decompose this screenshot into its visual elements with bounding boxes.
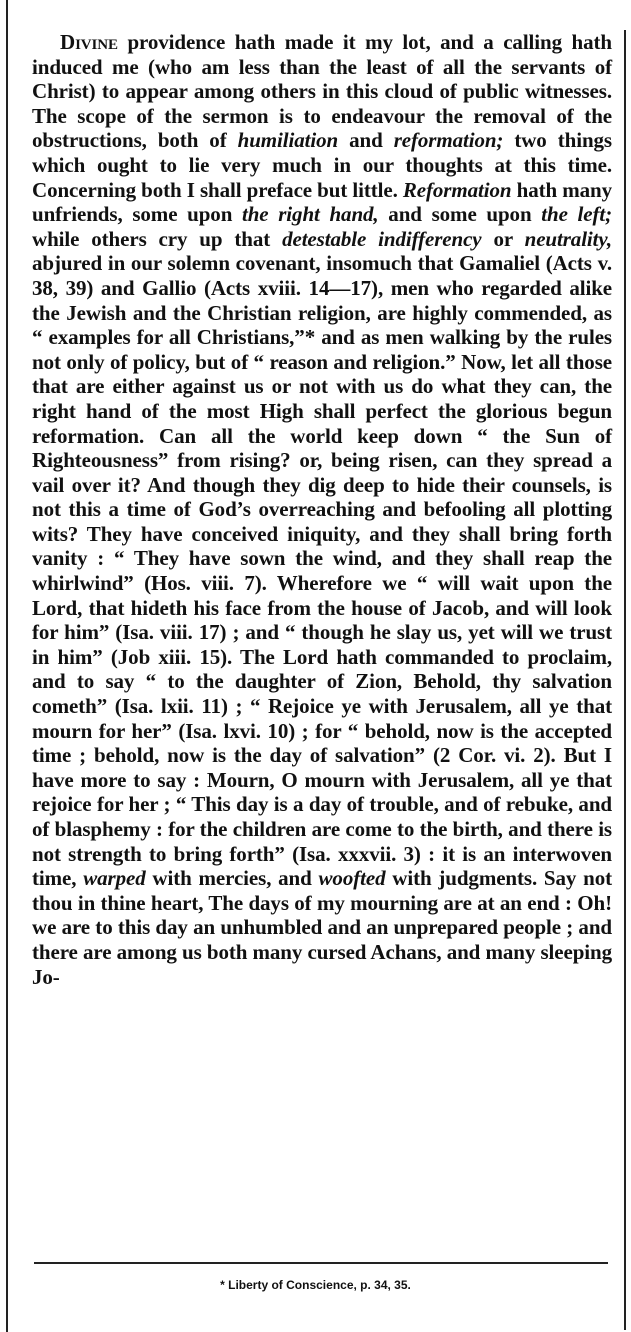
sermon-text [32,30,612,989]
footnote-divider [34,1262,608,1264]
italic-reformation: reformation; [393,128,504,153]
left-column-rule [6,0,8,1332]
right-column-rule [624,30,626,1330]
dropcap-word: Divine [60,30,118,54]
italic-right-hand: the right hand, [241,202,379,227]
body-paragraph: Divine providence hath made it my lot, and a calling hath induced me (who am less than the least of all the servants of Christ) to appear among others in this cloud of public witnesses. The scope of the sermon is to endeavour the removal of the obstructions, both of humiliation and reformation; two things which ought to lie very much in our thoughts at this time. Concerning both I shall preface but little. Reformation hath many unfriends, some upon the right hand, and some upon the left; while others cry up that detestable indifferency or neutrality, abjured in our solemn covenant, insomuch that Gamaliel (Acts v. 38, 39) and Gallio (Acts xviii. 14—17), men who regarded alike the Jewish and the Christian religion, are highly commended, as “ examples for all Christians,”* and as men walking by the rules not only of policy, but of “ reason and religion.” Now, let all those that are either against us or not with us do what they can, the right hand of the most High shall perfect the glorious begun reformation. Can all the world keep down “ the Sun of Righteousness” from rising? or, being risen, can they spread a vail over it? And though they dig deep to hide their counsels, is not this a time of God’s overreaching and befooling all plotting wits? They have conceived iniquity, and they shall bring forth vanity : “ They have sown the wind, and they shall reap the whirlwind” (Hos. viii. 7). Wherefore we “ will wait upon the Lord, that hideth his face from the house of Jacob, and will look for him” (Isa. viii. 17) ; and “ though he slay us, yet will we trust in him” (Job xiii. 15). The Lord hath commanded to proclaim, and to say “ to the daughter of Zion, Behold, thy salvation cometh” (Isa. lxii. 11) ; “ Rejoice ye with Jerusalem, all ye that mourn for her” (Isa. lxvi. 10) ; for “ behold, now is the accepted time ; behold, now is the day of salvation” (2 Cor. vi. 2). But I have more to say : Mourn, O mourn with Jerusalem, all ye that rejoice for her ; “ This day is a day of trouble, and of rebuke, and of blasphemy : for the children are come to the birth, and there is not strength to bring forth” (Isa. xxxvii. 3) : it is an interwoven time, warped with mercies, and woofted with judgments. Say not thou in thine heart, The days of my mourning are at an end : Oh! we are to this day an unhumbled and an unprepared people ; and there are among us both many cursed Achans, and many sleeping Jo- [32,30,612,989]
italic-neutrality: neutrality, [524,226,612,251]
footnote: * Liberty of Conscience, p. 34, 35. [220,1278,411,1292]
italic-warped: warped [83,866,146,891]
italic-detestable: detestable indifferency [282,226,482,251]
italic-woofted: woofted [318,866,386,891]
italic-reformation-cap: Reformation [402,177,512,202]
italic-left: the left; [541,202,612,227]
italic-humiliation: humiliation [237,128,339,153]
